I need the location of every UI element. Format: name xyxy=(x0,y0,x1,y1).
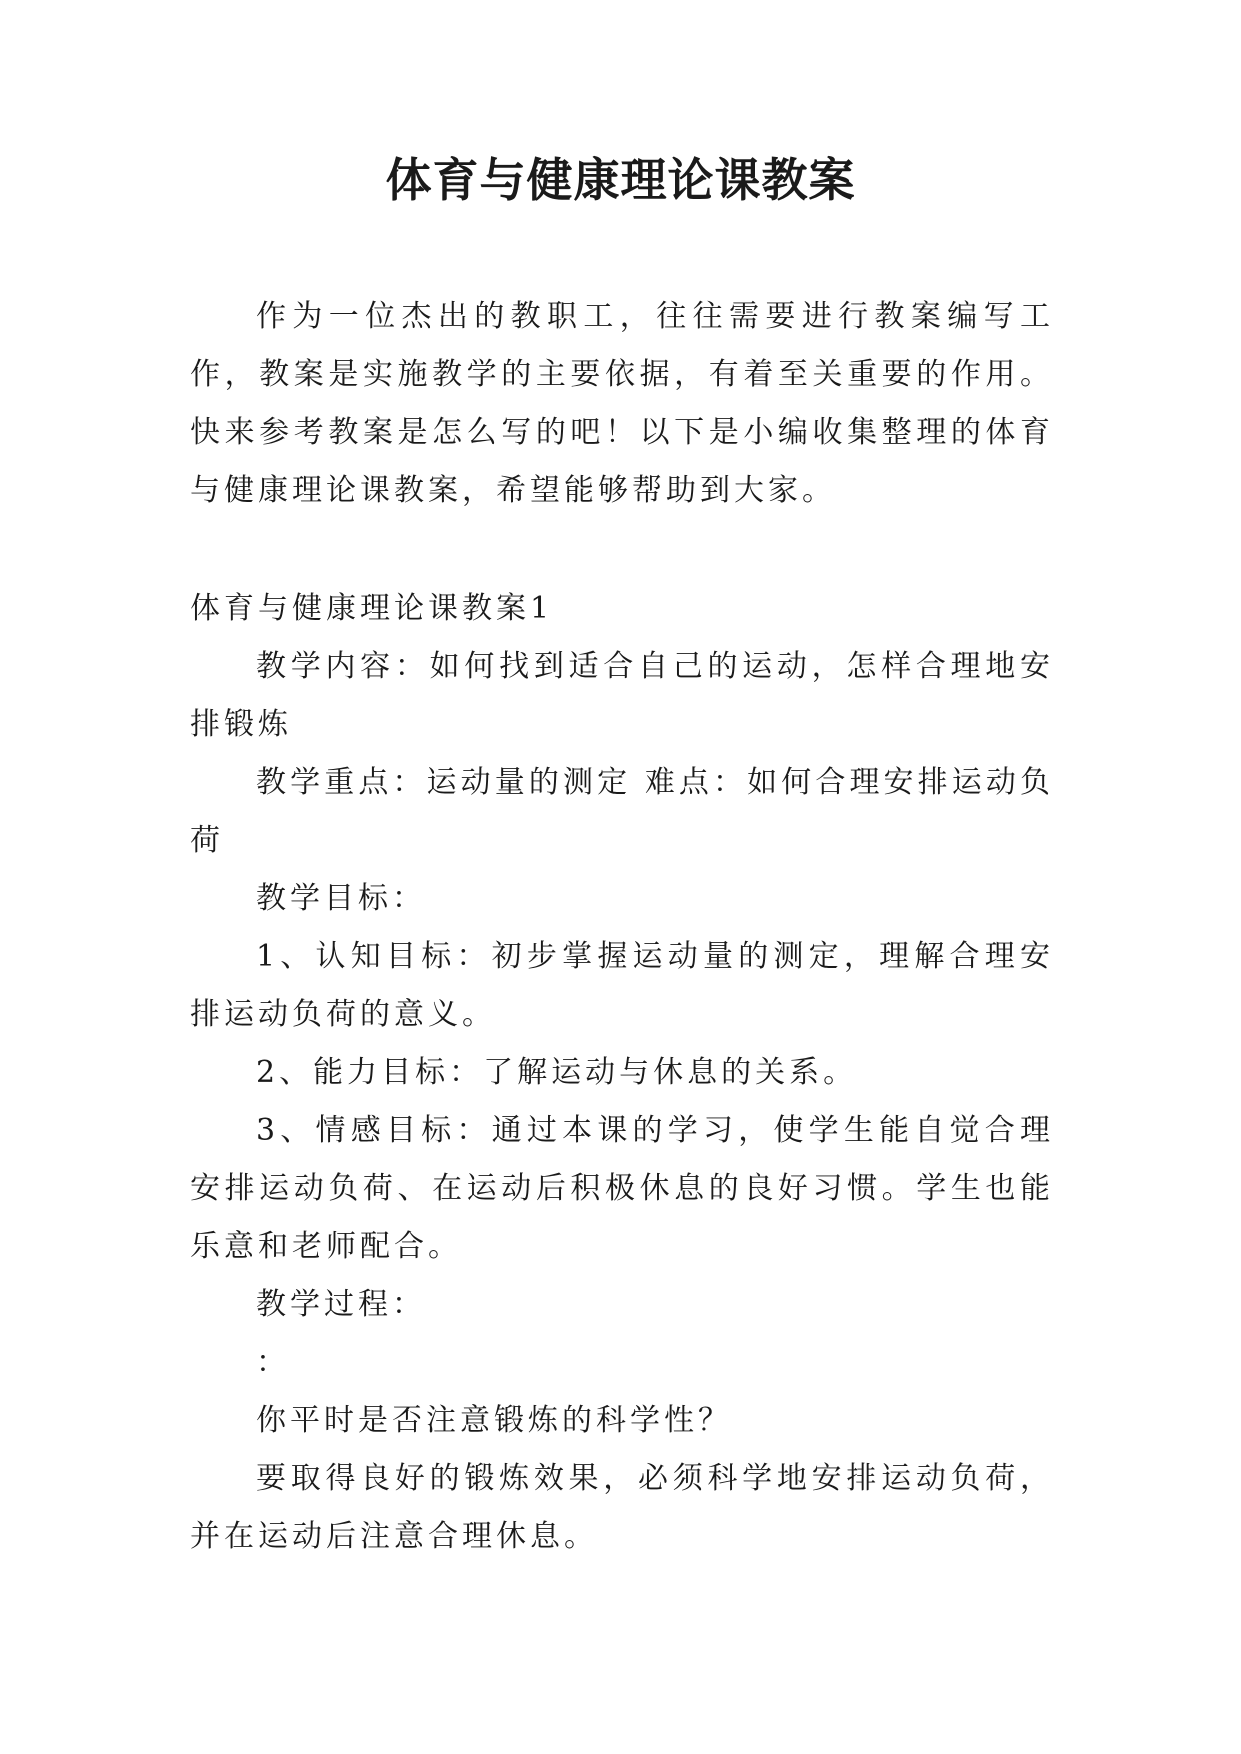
document-title: 体育与健康理论课教案 xyxy=(385,153,856,207)
teaching-content-paragraph: 教学内容：如何找到适合自己的运动，怎样合理地安排锻炼 xyxy=(190,649,1054,742)
teaching-goals-heading: 教学目标： xyxy=(256,881,426,916)
spacer xyxy=(190,520,1054,580)
emotional-goal-paragraph: 3、情感目标：通过本课的学习，使学生能自觉合理安排运动负荷、在运动后积极休息的良好习惯。学生也能乐意和老师配合。 xyxy=(190,1113,1054,1264)
colon-line: ： xyxy=(256,1345,290,1380)
ability-goal-paragraph: 2、能力目标：了解运动与休息的关系。 xyxy=(256,1055,858,1090)
question-paragraph: 你平时是否注意锻炼的科学性？ xyxy=(256,1403,732,1438)
intro-paragraph: 作为一位杰出的教职工，往往需要进行教案编写工作，教案是实施教学的主要依据，有着至关重要的作用。快来参考教案是怎么写的吧！以下是小编收集整理的体育与健康理论课教案，希望能够帮助到大家。 xyxy=(190,299,1054,508)
section-heading: 体育与健康理论课教案1 xyxy=(190,591,554,626)
cognitive-goal-paragraph: 1、认知目标：初步掌握运动量的测定，理解合理安排运动负荷的意义。 xyxy=(190,939,1054,1032)
teaching-process-heading: 教学过程： xyxy=(256,1287,426,1322)
document-body xyxy=(190,288,1054,1566)
teaching-focus-paragraph: 教学重点：运动量的测定 难点：如何合理安排运动负荷 xyxy=(190,765,1054,858)
closing-paragraph: 要取得良好的锻炼效果，必须科学地安排运动负荷，并在运动后注意合理休息。 xyxy=(190,1461,1054,1554)
